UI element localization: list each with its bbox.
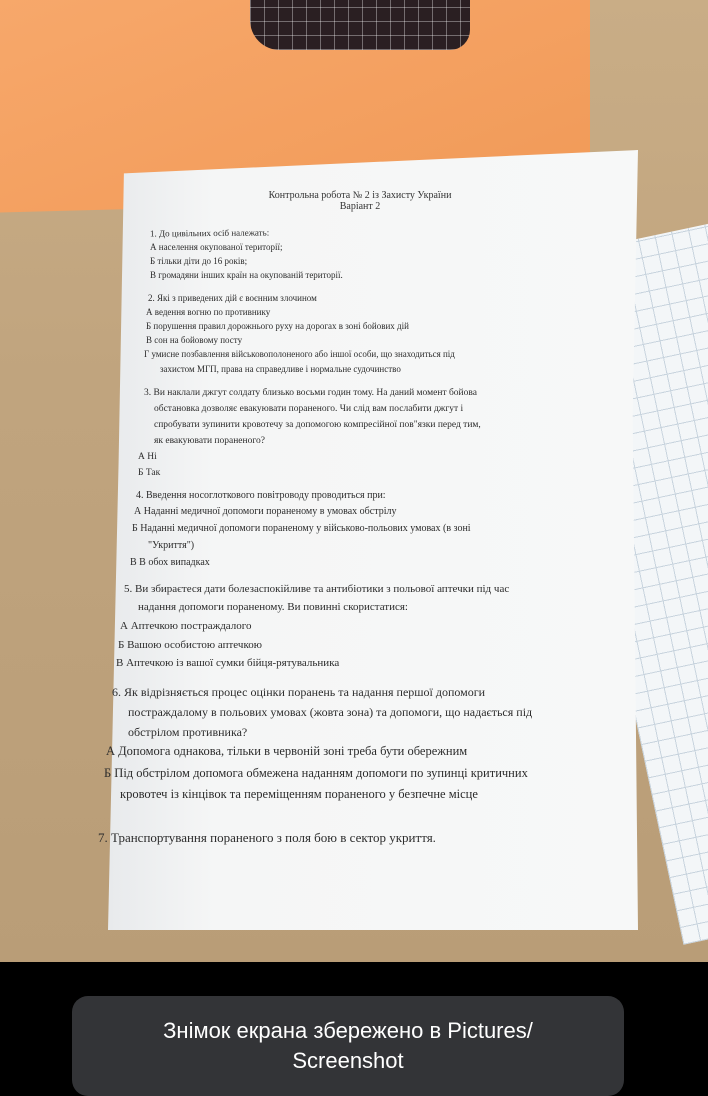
toast-line-2: Screenshot <box>292 1048 404 1073</box>
option: Б Наданні медичної допомоги пораненому у військово-польових умовах (в зоні <box>132 523 471 534</box>
option: А ведення вогню по противнику <box>146 307 271 317</box>
option: А Аптечкою постраждалого <box>120 620 252 632</box>
option: А населення окупованої території; <box>150 242 283 252</box>
option: В сон на бойовому посту <box>146 335 243 345</box>
question-6: 6. Як відрізняється процес оцінки поранень та надання першої допомоги <box>112 685 486 699</box>
toast-line-1: Знімок екрана збережено в Pictures/ <box>163 1018 533 1043</box>
option: "Укриття") <box>148 540 195 551</box>
option: Б порушення правил дорожнього руху на дорогах в зоні бойових дій <box>146 321 409 331</box>
option: кровотеч із кінцівок та переміщенням пораненого у безпечне місце <box>120 787 478 801</box>
option: Б Так <box>138 468 161 478</box>
option: Г умисне позбавлення військовополоненого або іншої особи, що знаходиться під <box>144 349 455 359</box>
paper-variant: Варіант 2 <box>339 201 381 212</box>
paper-header <box>240 190 480 212</box>
option: В громадяни інших країн на окупованій території. <box>150 270 343 280</box>
option: В В обох випадках <box>130 557 210 568</box>
question-4: 4. Введення носоглоткового повітроводу проводиться при: <box>136 490 386 501</box>
question-6-line: постраждалому в польових умовах (жовта зона) та допомоги, що надається під <box>128 705 533 719</box>
option: А Ні <box>138 452 157 462</box>
question-3-line: обстановка дозволяє евакуювати пораненого. Чи слід вам послабити джгут і <box>154 404 464 414</box>
option: А Допомога однакова, тільки в червоній зоні треба бути обережним <box>106 744 468 758</box>
paper-title: Контрольна робота № 2 із Захисту України <box>268 190 452 201</box>
screenshot-saved-toast <box>72 996 624 1096</box>
option: А Наданні медичної допомоги пораненому в умовах обстрілу <box>134 506 397 517</box>
question-5-line: надання допомоги пораненому. Ви повинні скористатися: <box>138 601 408 613</box>
question-2: 2. Які з приведених дій є воєнним злочином <box>148 293 317 303</box>
question-3-line: як евакуювати пораненого? <box>154 436 265 446</box>
option: В Аптечкою із вашої сумки бійця-рятувальника <box>116 657 340 669</box>
option: захистом МГП, права на справедливе і нормальне судочинство <box>160 364 401 374</box>
question-6-line: обстрілом противника? <box>128 725 248 739</box>
question-1: 1. До цивільних осіб належать: <box>149 227 270 239</box>
option: Б Вашою особистою аптечкою <box>118 639 262 651</box>
question-7: 7. Транспортування пораненого з поля бою в сектор укриття. <box>98 830 436 845</box>
checkered-bag <box>250 0 470 50</box>
option: Б Під обстрілом допомога обмежена наданням допомоги по зупинці критичних <box>104 766 528 780</box>
question-3: 3. Ви наклали джгут солдату близько восьми годин тому. На даний момент бойова <box>144 388 477 398</box>
question-3-line: спробувати зупинити кровотечу за допомогою компресійної пов"язки перед тим, <box>154 420 481 430</box>
option: Б тільки діти до 16 років; <box>150 256 248 266</box>
question-5: 5. Ви збираєтеся дати болезаспокійливе та антибіотики з польової аптечки під час <box>124 583 510 595</box>
